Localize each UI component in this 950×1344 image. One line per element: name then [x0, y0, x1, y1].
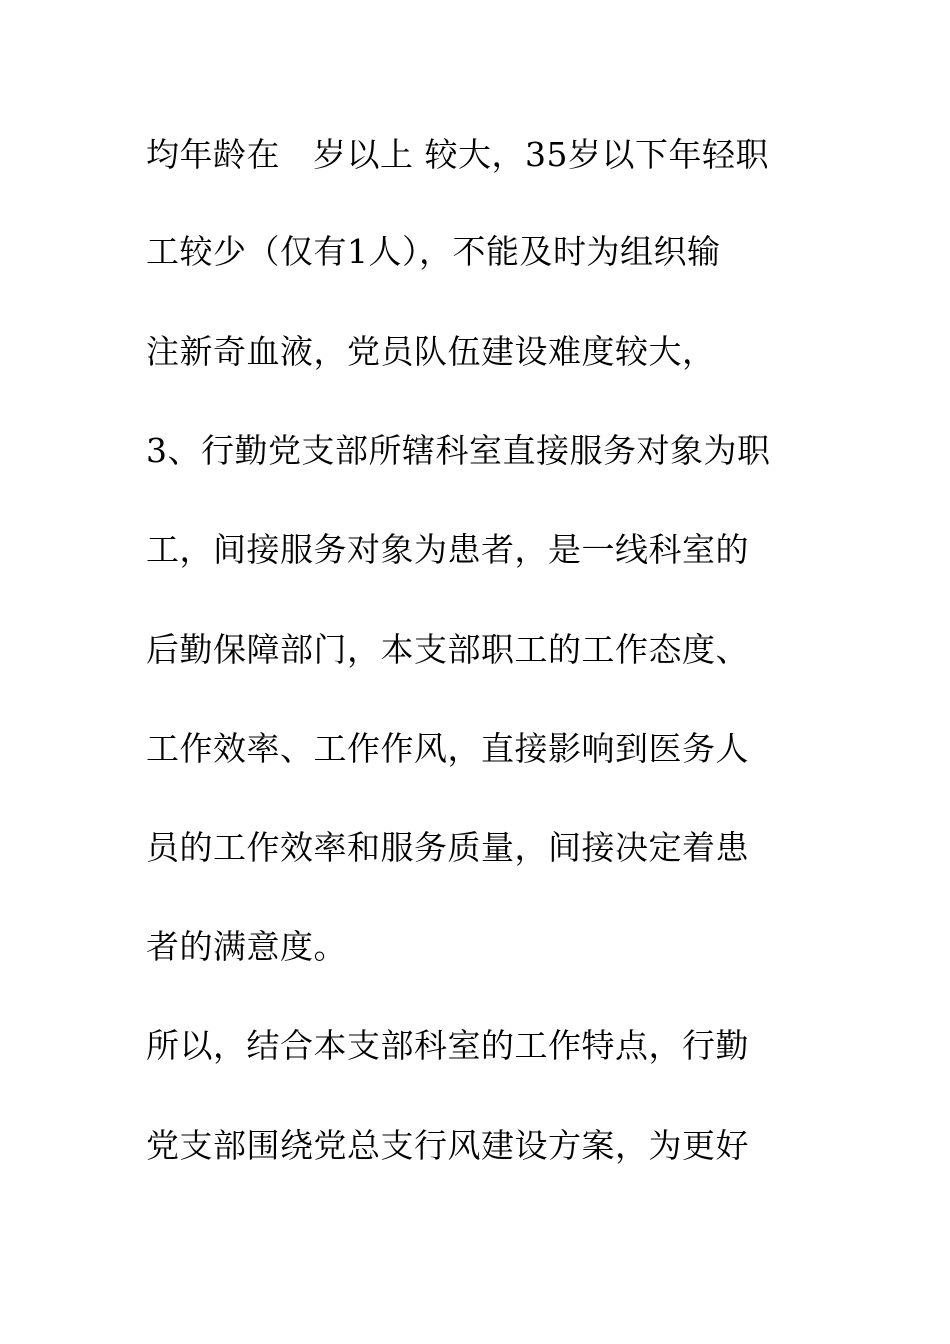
text-line: 所以，结合本支部科室的工作特点，行勤	[146, 1026, 749, 1065]
text-line: 工较少（仅有1人），不能及时为组织输	[146, 232, 721, 271]
text-line: 注新奇血液，党员队伍建设难度较大，	[146, 332, 716, 371]
text-line: 员的工作效率和服务质量，间接决定着患	[146, 828, 749, 867]
text-line: 后勤保障部门，本支部职工的工作态度、	[146, 630, 749, 669]
text-line: 者的满意度。	[146, 927, 347, 966]
text-line: 党支部围绕党总支行风建设方案，为更好	[146, 1126, 749, 1165]
text-line: 3、行勤党支部所辖科室直接服务对象为职	[146, 431, 771, 470]
text-line: 工，间接服务对象为患者，是一线科室的	[146, 530, 749, 569]
text-line: 均年龄在 岁以上 较大，35岁以下年轻职	[146, 135, 769, 174]
text-line: 工作效率、工作作风，直接影响到医务人	[146, 729, 749, 768]
